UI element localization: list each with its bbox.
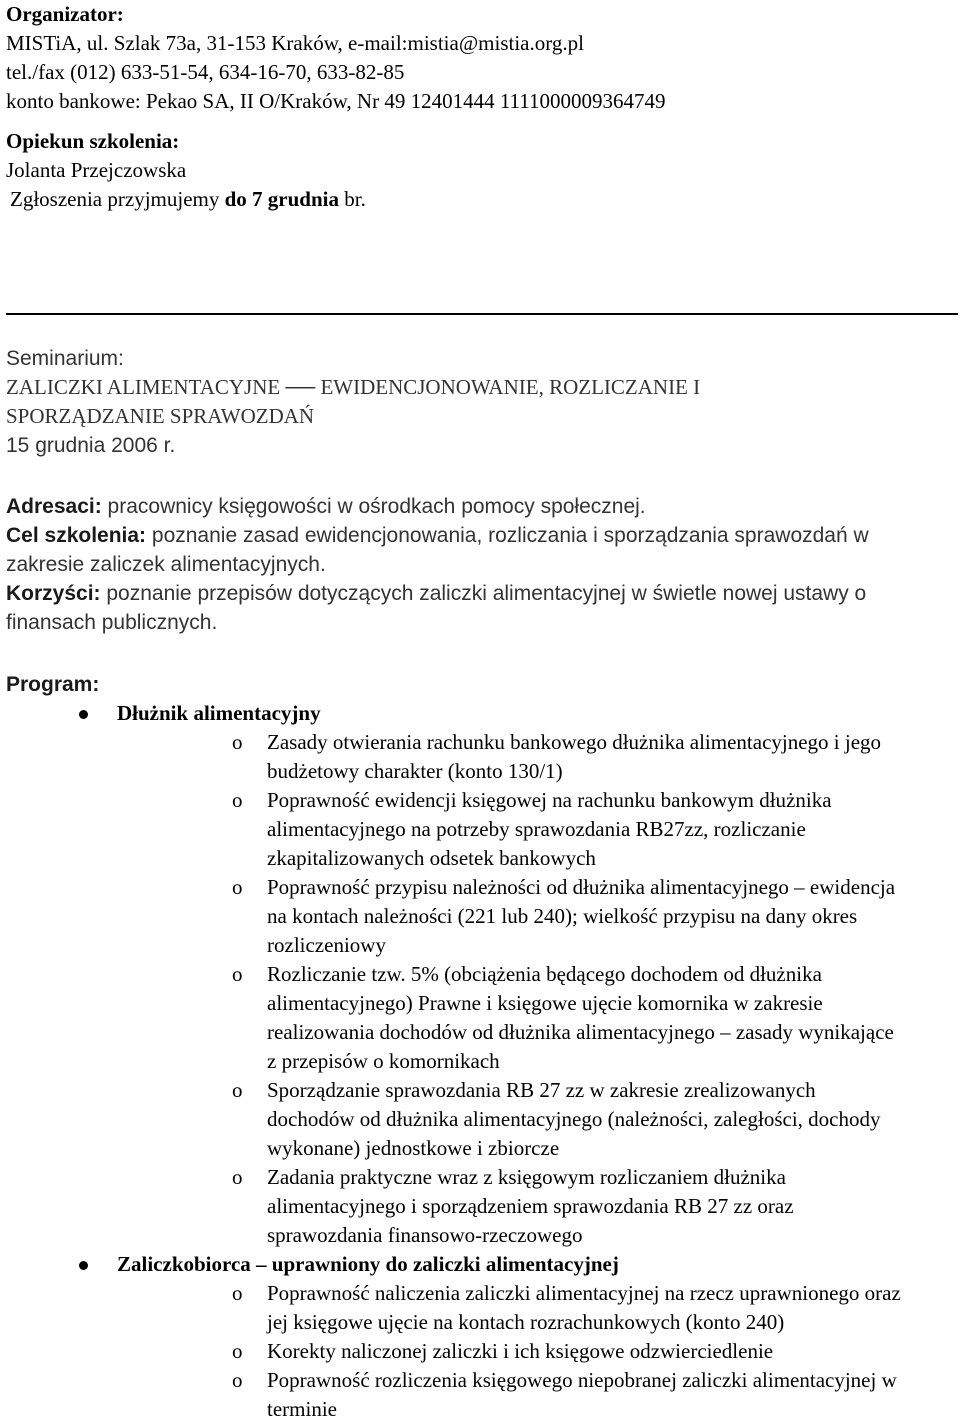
addressees-line — [6, 492, 956, 521]
program-subitem — [81, 728, 956, 786]
program-section-title: Dłużnik alimentacyjny — [117, 701, 321, 725]
circle-bullet-icon: o — [232, 962, 243, 986]
circle-bullet-icon: o — [232, 1281, 243, 1305]
seminar-date: 15 grudnia 2006 r. — [6, 434, 176, 457]
program-subitem — [81, 1366, 956, 1424]
program-subitem-line: Poprawność rozliczenia księgowego niepobranej zaliczki alimentacyjnej w — [267, 1368, 897, 1392]
seminar-title-line-1: ZALICZKI ALIMENTACYJNE ── EWIDENCJONOWANIE, ROZLICZANIE I — [6, 375, 701, 399]
program-subitem-line: jej księgowe ujęcie na kontach rozrachunkowych (konto 240) — [267, 1310, 785, 1334]
program-subitem — [81, 1337, 956, 1366]
program-block — [6, 670, 956, 1424]
circle-bullet-icon: o — [232, 1078, 243, 1102]
organizer-phone: tel./fax (012) 633-51-54, 634-16-70, 633-82-85 — [6, 60, 405, 84]
program-subitem — [81, 1163, 956, 1250]
deadline-date: do 7 grudnia — [224, 187, 339, 211]
circle-bullet-icon: o — [232, 1339, 243, 1363]
program-heading: Program: — [6, 673, 100, 696]
program-list — [6, 699, 956, 1424]
program-subitem-line: Sporządzanie sprawozdania RB 27 zz w zakresie zrealizowanych — [267, 1078, 816, 1102]
program-subitem-line: zkapitalizowanych odsetek bankowych — [267, 846, 596, 870]
horizontal-divider — [6, 313, 958, 315]
goal-line-2: zakresie zaliczek alimentacyjnych. — [6, 553, 326, 576]
program-subitem — [81, 786, 956, 873]
organizer-block — [6, 0, 956, 214]
program-subitem — [81, 960, 956, 1076]
program-subitem-line: Korekty naliczonej zaliczki i ich księgowe odzwierciedlenie — [267, 1339, 774, 1363]
seminar-block — [6, 344, 956, 460]
program-section-title: Zaliczkobiorca – uprawniony do zaliczki alimentacyjnej — [117, 1252, 619, 1276]
program-subitem-line: alimentacyjnego) Prawne i księgowe ujęcie komornika w zakresie — [267, 991, 823, 1015]
circle-bullet-icon: o — [232, 788, 243, 812]
program-subitem-line: Zadania praktyczne wraz z księgowym rozliczaniem dłużnika — [267, 1165, 786, 1189]
program-subitem-line: terminie — [267, 1397, 337, 1421]
benefits-text-1: poznanie przepisów dotyczących zaliczki alimentacyjnej w świetle nowej ustawy o — [100, 582, 867, 605]
program-subitems — [6, 1279, 956, 1424]
program-subitem — [81, 1279, 956, 1337]
info-block — [6, 492, 956, 637]
deadline-prefix: Zgłoszenia przyjmujemy — [10, 187, 225, 211]
circle-bullet-icon: o — [232, 1368, 243, 1392]
program-subitem-line: Zasady otwierania rachunku bankowego dłużnika alimentacyjnego i jego — [267, 730, 882, 754]
program-section — [6, 699, 956, 1250]
circle-bullet-icon: o — [232, 730, 243, 754]
circle-bullet-icon: o — [232, 1165, 243, 1189]
supervisor-name: Jolanta Przejczowska — [6, 158, 187, 182]
benefits-line-1 — [6, 579, 956, 608]
program-subitem-line: Poprawność naliczenia zaliczki alimentacyjnej na rzecz uprawnionego oraz — [267, 1281, 901, 1305]
goal-line-1 — [6, 521, 956, 550]
program-subitem-line: budżetowy charakter (konto 130/1) — [267, 759, 563, 783]
organizer-heading: Organizator: — [6, 2, 124, 26]
program-subitem-line: alimentacyjnego i sporządzeniem sprawozdania RB 27 zz oraz — [267, 1194, 794, 1218]
program-section — [6, 1250, 956, 1424]
organizer-bank-account: konto bankowe: Pekao SA, II O/Kraków, Nr 49 12401444 1111000009364749 — [6, 89, 666, 113]
program-subitem-line: dochodów od dłużnika alimentacyjnego (należności, zaległości, dochody — [267, 1107, 881, 1131]
program-subitems — [6, 728, 956, 1250]
seminar-title-line-2: SPORZĄDZANIE SPRAWOZDAŃ — [6, 404, 315, 428]
program-subitem-line: z przepisów o komornikach — [267, 1049, 500, 1073]
deadline-line — [6, 185, 956, 214]
program-subitem-line: sprawozdania finansowo-rzeczowego — [267, 1223, 583, 1247]
bullet-icon — [79, 1261, 88, 1270]
deadline-suffix: br. — [338, 187, 366, 211]
program-subitem-line: rozliczeniowy — [267, 933, 386, 957]
goal-label: Cel szkolenia: — [6, 524, 147, 547]
supervisor-heading: Opiekun szkolenia: — [6, 129, 180, 153]
program-subitem — [81, 873, 956, 960]
program-subitem-line: wykonane) jednostkowe i zbiorcze — [267, 1136, 560, 1160]
goal-text-1: poznanie zasad ewidencjonowania, rozliczania i sporządzania sprawozdań w — [146, 524, 869, 547]
addressees-label: Adresaci: — [6, 495, 102, 518]
program-subitem-line: Poprawność ewidencji księgowej na rachunku bankowym dłużnika — [267, 788, 832, 812]
benefits-line-2: finansach publicznych. — [6, 611, 218, 634]
bullet-icon — [79, 710, 88, 719]
program-subitem-line: Rozliczanie tzw. 5% (obciążenia będącego dochodem od dłużnika — [267, 962, 822, 986]
program-subitem-line: realizowania dochodów od dłużnika alimentacyjnego – zasady wynikające — [267, 1020, 894, 1044]
circle-bullet-icon: o — [232, 875, 243, 899]
seminar-label: Seminarium: — [6, 347, 124, 370]
program-subitem-line: Poprawność przypisu należności od dłużnika alimentacyjnego – ewidencja — [267, 875, 896, 899]
program-subitem-line: na kontach należności (221 lub 240); wielkość przypisu na dany okres — [267, 904, 858, 928]
benefits-label: Korzyści: — [6, 582, 101, 605]
organizer-address: MISTiA, ul. Szlak 73a, 31-153 Kraków, e-mail:mistia@mistia.org.pl — [6, 31, 584, 55]
program-subitem — [81, 1076, 956, 1163]
addressees-text: pracownicy księgowości w ośrodkach pomocy społecznej. — [101, 495, 646, 518]
program-subitem-line: alimentacyjnego na potrzeby sprawozdania RB27zz, rozliczanie — [267, 817, 806, 841]
